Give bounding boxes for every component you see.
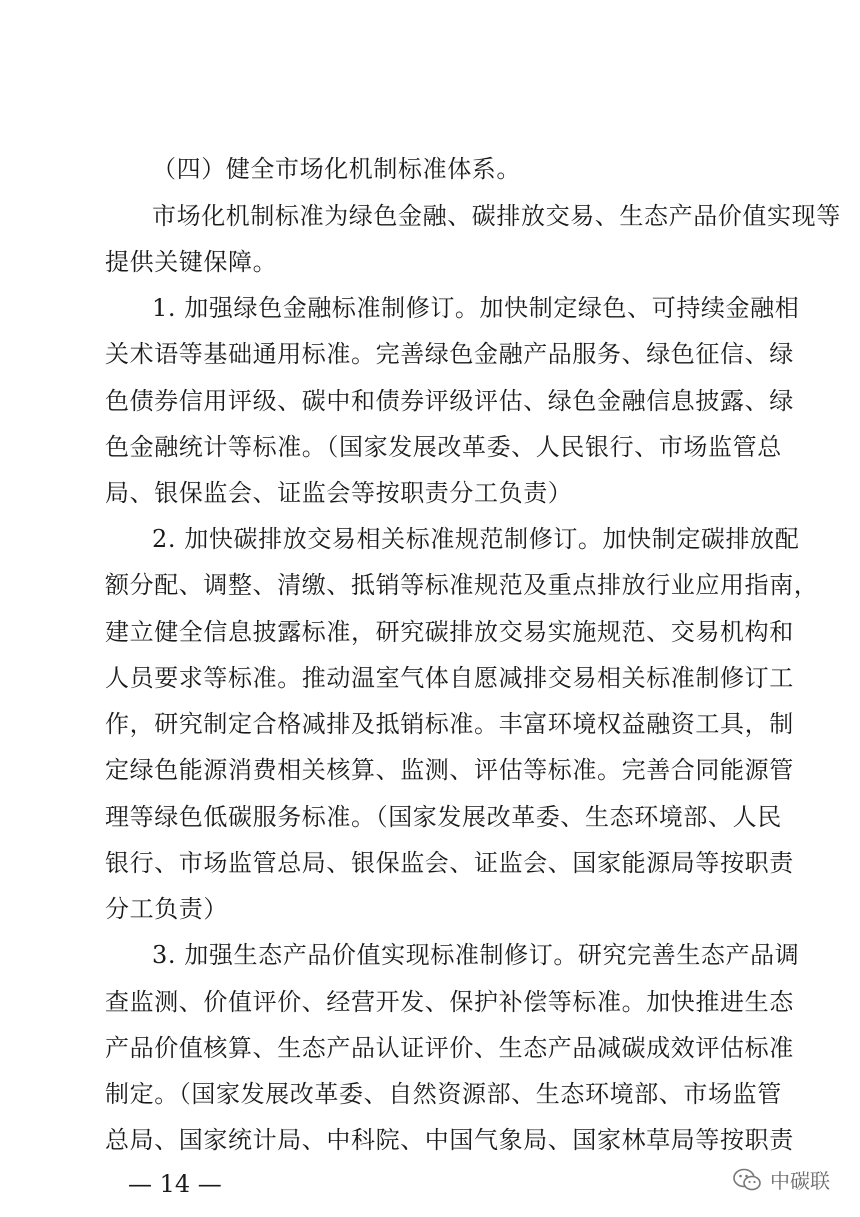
text-line: 银行、市场监管总局、银保监会、证监会、国家能源局等按职责 [105,849,794,877]
text-line: 市场化机制标准为绿色金融、碳排放交易、生态产品价值实现等 [152,202,841,230]
watermark-text: 中碳联 [770,1169,830,1193]
text-line: 制定。（国家发展改革委、自然资源部、生态环境部、市场监管 [105,1080,782,1108]
text-line: 色债券信用评级、碳中和债券评级评估、绿色金融信息披露、绿 [105,387,794,415]
text-line: 关术语等基础通用标准。完善绿色金融产品服务、绿色征信、绿 [105,340,794,368]
text-line: 总局、国家统计局、中科院、中国气象局、国家林草局等按职责 [105,1126,794,1154]
wechat-icon [732,1167,762,1193]
text-line: 分工负责） [105,895,228,923]
text-line: 查监测、价值评价、经营开发、保护补偿等标准。加快推进生态 [105,988,794,1016]
text-line: 1. 加强绿色金融标准制修订。加快制定绿色、可持续金融相 [152,294,800,322]
watermark [732,1165,830,1194]
text-line: 人员要求等标准。推动温室气体自愿减排交易相关标准制修订工 [105,664,794,692]
text-line: 额分配、调整、清缴、抵销等标准规范及重点排放行业应用指南， [105,571,819,599]
text-line: 提供关键保障。 [105,248,278,276]
text-line: 作，研究制定合格减排及抵销标准。丰富环境权益融资工具，制 [105,710,794,738]
text-line: 3. 加强生态产品价值实现标准制修订。研究完善生态产品调 [152,941,800,969]
text-line: 局、银保监会、证监会等按职责分工负责） [105,479,573,507]
page-number: — 14 — [128,1170,222,1198]
text-line: 建立健全信息披露标准，研究碳排放交易实施规范、交易机构和 [105,618,794,646]
text-line: 色金融统计等标准。（国家发展改革委、人民银行、市场监管总 [105,433,782,461]
text-line: 产品价值核算、生态产品认证评价、生态产品减碳成效评估标准 [105,1034,794,1062]
text-line: 理等绿色低碳服务标准。（国家发展改革委、生态环境部、人民 [105,803,782,831]
text-line: 定绿色能源消费相关核算、监测、评估等标准。完善合同能源管 [105,756,794,784]
section-heading: （四）健全市场化机制标准体系。 [152,155,521,183]
text-line: 2. 加快碳排放交易相关标准规范制修订。加快制定碳排放配 [152,525,800,553]
